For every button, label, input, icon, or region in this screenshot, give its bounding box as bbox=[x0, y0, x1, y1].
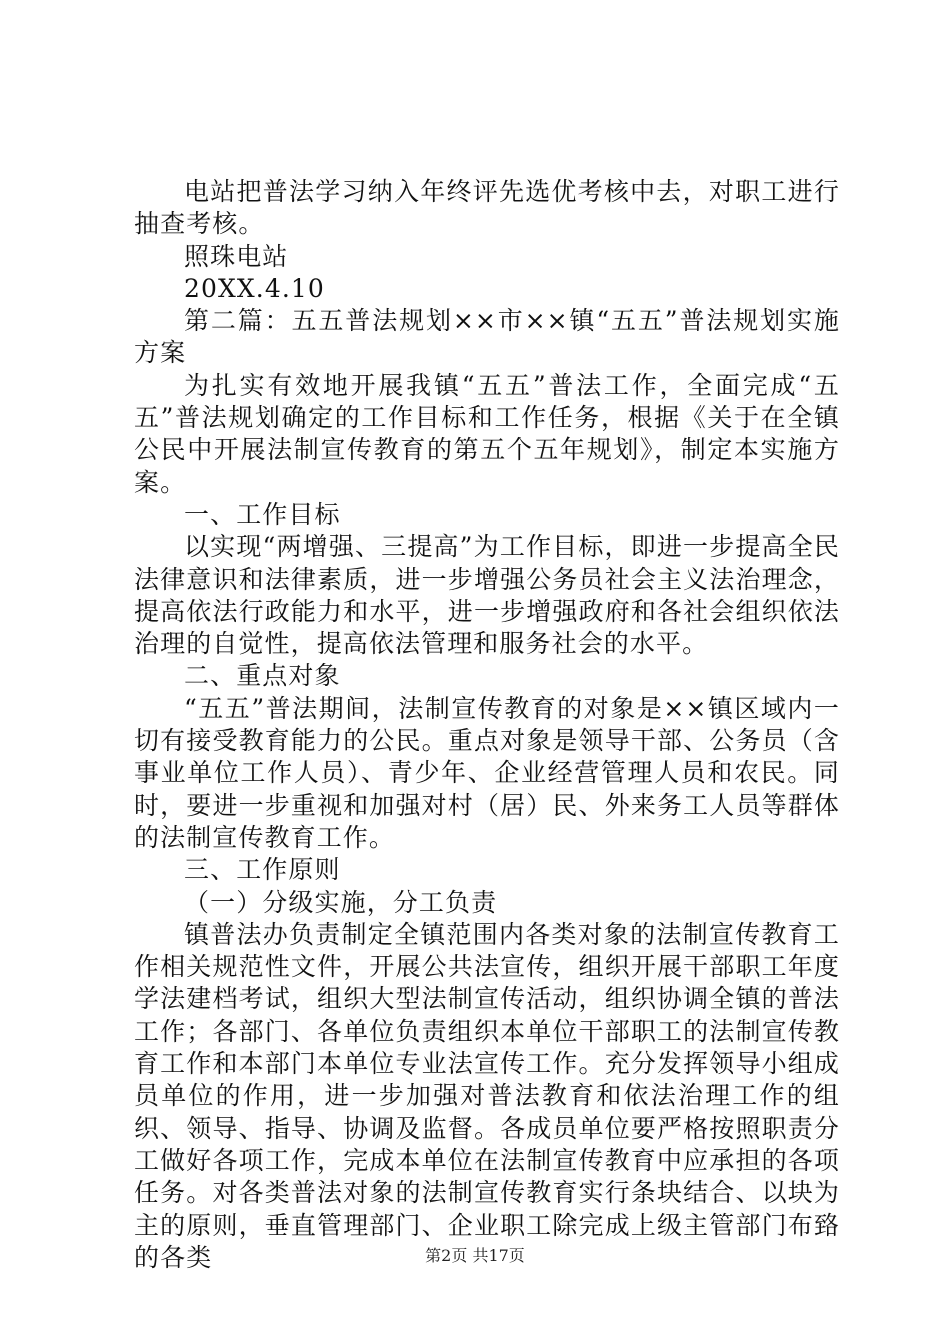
page-number-footer: 第2页 共17页 bbox=[425, 1246, 525, 1265]
paragraph-tiered-implementation: 镇普法办负责制定全镇范围内各类对象的法制宣传教育工作相关规范性文件，开展公共法宣传，组织开展干部职工年度学法建档考试，组织大型法制宣传活动，组织协调全镇的普法工作；各部门、各单位负责组织本单位干部职工的法制宣传教育工作和本部门本单位专业法宣传工作。充分发挥领导小组成员单位的作用，进一步加强对普法教育和依法治理工作的组织、领导、指导、协调及监督。各成员单位要严格按照职责分工做好各项工作，完成本单位在法制宣传教育中应承担的各项任务。对各类普法对象的法制宣传教育实行条块结合、以块为主的原则，垂直管理部门、企业职工除完成上级主管部门布臵的各类 bbox=[134, 919, 840, 1272]
heading-work-principles: 三、工作原则 bbox=[184, 855, 341, 885]
heading-key-targets: 二、重点对象 bbox=[184, 661, 341, 691]
paragraph-intro: 为扎实有效地开展我镇“五五”普法工作，全面完成“五五”普法规划确定的工作目标和工作任务，根据《关于在全镇公民中开展法制宣传教育的第五个五年规划》，制定本实施方案。 bbox=[134, 370, 840, 497]
document-body bbox=[134, 176, 840, 1274]
heading-work-goals: 一、工作目标 bbox=[184, 499, 341, 529]
paragraph-key-targets: “五五”普法期间，法制宣传教育的对象是××镇区域内一切有接受教育能力的公民。重点对象是领导干部、公务员（含事业单位工作人员）、青少年、企业经营管理人员和农民。同时，要进一步重视和加强对村（居）民、外来务工人员等群体的法制宣传教育工作。 bbox=[134, 693, 840, 852]
paragraph-work-goals: 以实现“两增强、三提高”为工作目标，即进一步提高全民法律意识和法律素质，进一步增强公务员社会主义法治理念，提高依法行政能力和水平，进一步增强政府和各社会组织依法治理的自觉性，提高依法管理和服务社会的水平。 bbox=[134, 532, 840, 659]
paragraph-continuation: 电站把普法学习纳入年终评先选优考核中去，对职工进行抽查考核。 bbox=[134, 177, 840, 239]
signature-organization: 照珠电站 bbox=[184, 241, 289, 271]
section-title: 第二篇：五五普法规划××市××镇“五五”普法规划实施方案 bbox=[134, 306, 840, 368]
subheading-tiered-implementation: （一）分级实施，分工负责 bbox=[184, 887, 498, 917]
signature-date: 20XX.4.10 bbox=[184, 273, 325, 303]
